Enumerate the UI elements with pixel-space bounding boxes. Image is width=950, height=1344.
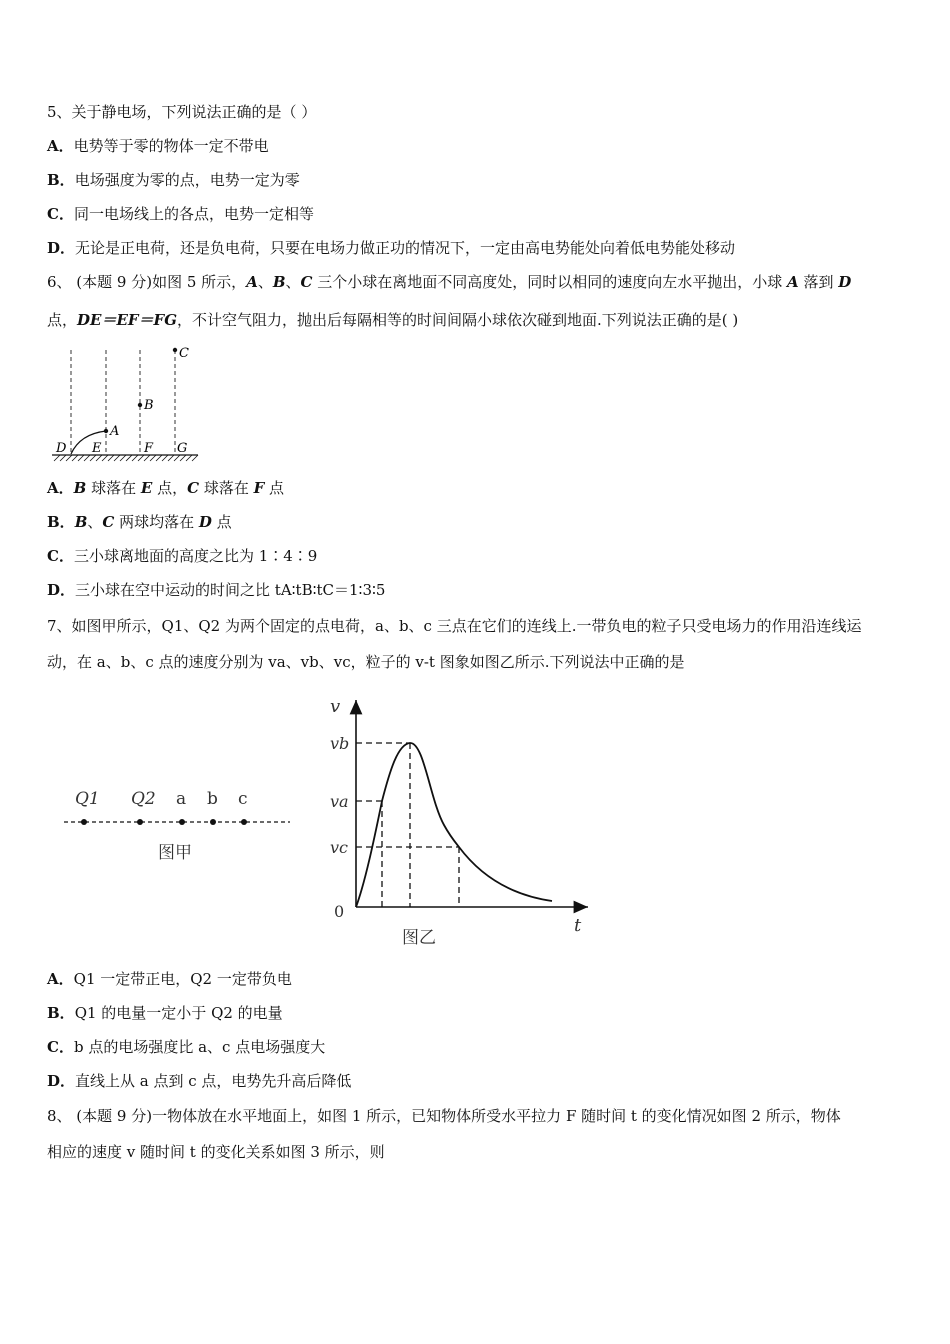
q7-option-b: [47, 1003, 283, 1023]
q5-option-b: [47, 170, 300, 190]
label-a: A: [110, 424, 120, 439]
text: 、: [257, 273, 273, 291]
origin-label: 0: [334, 902, 345, 921]
text: 、: [285, 273, 301, 291]
option-label: D．: [47, 1072, 76, 1090]
text: 点，: [47, 311, 78, 329]
var: A: [787, 273, 799, 291]
text: ，不计空气阻力，抛出后每隔相等的时间间隔小球依次碰到地面.下列说法正确的是( ): [177, 311, 739, 329]
charge-q2-dot: [137, 819, 143, 825]
option-label: D．: [47, 239, 76, 257]
q6-option-c: [47, 546, 317, 566]
var: B: [272, 273, 286, 291]
q7-stem-line1: 7、如图甲所示，Q1、Q2 为两个固定的点电荷，a、b、c 三点在它们的连线上.一带负电的粒子只受电场力的作用沿连线运: [47, 617, 862, 635]
v-t-curve: [356, 743, 552, 907]
option-text: 三小球在空中运动的时间之比 tA∶tB∶tC＝1∶3∶5: [75, 581, 386, 599]
q8-stem-line2: 相应的速度 v 随时间 t 的变化关系如图 3 所示，则: [47, 1143, 385, 1161]
option-label: B．: [47, 171, 75, 189]
option-text: 电势等于零的物体一定不带电: [73, 137, 269, 155]
option-label: B．: [47, 1004, 75, 1022]
option-text: Q1 的电量一定小于 Q2 的电量: [74, 1004, 283, 1022]
var: A: [246, 273, 258, 291]
var: B: [73, 479, 87, 497]
label-q2: Q2: [131, 789, 156, 809]
q5-option-a: [47, 136, 269, 156]
caption-yi: 图乙: [402, 928, 436, 948]
text: 球落在: [86, 479, 141, 497]
option-label: B．: [47, 513, 75, 531]
text: 点: [264, 479, 285, 497]
label-c: C: [179, 346, 189, 361]
text: 落到: [798, 273, 839, 291]
var: E: [140, 479, 153, 497]
label-b: B: [144, 398, 154, 413]
option-text: b 点的电场强度比 a、c 点电场强度大: [73, 1038, 326, 1056]
tick-vb: vb: [330, 734, 350, 753]
ball-c: [173, 348, 177, 352]
label-b: b: [207, 789, 218, 809]
text: 球落在: [199, 479, 254, 497]
option-label: C．: [47, 1038, 74, 1056]
var: C: [102, 513, 115, 531]
var: B: [74, 513, 88, 531]
option-label: A．: [47, 137, 74, 155]
q8-stem-line1: 8、 (本题 9 分)一物体放在水平地面上，如图 1 所示，已知物体所受水平拉力 F 随时间 t 的变化情况如图 2 所示，物体: [47, 1107, 841, 1125]
text: 6、 (本题 9 分)如图 5 所示，: [47, 273, 247, 291]
q7-option-a: [47, 969, 292, 989]
text: 三个小球在离地面不同高度处，同时以相同的速度向左水平抛出，小球: [312, 273, 788, 291]
q5-option-d: [47, 238, 735, 258]
var: D: [198, 513, 212, 531]
option-label: C．: [47, 205, 74, 223]
tick-vc: vc: [330, 838, 348, 857]
caption-jia: 图甲: [158, 843, 192, 863]
option-text: 直线上从 a 点到 c 点，电势先升高后降低: [75, 1072, 352, 1090]
q6-option-b: [47, 512, 232, 532]
var: C: [187, 479, 200, 497]
q6-figure-svg: [50, 342, 202, 464]
option-text: Q1 一定带正电，Q2 一定带负电: [73, 970, 292, 988]
text: 两球均落在: [114, 513, 199, 531]
fig-yi-svg: [320, 690, 605, 952]
point-a-dot: [179, 819, 185, 825]
text: 点，: [152, 479, 188, 497]
q7-figure-jia: [60, 780, 295, 870]
option-label: A．: [47, 970, 74, 988]
q6-option-d: [47, 580, 385, 600]
option-text: 电场强度为零的点，电势一定为零: [74, 171, 300, 189]
text: 点: [211, 513, 232, 531]
q6-stem-line1: [47, 272, 851, 292]
q7-stem-line2: 动，在 a、b、c 点的速度分别为 va、vb、vc，粒子的 v-t 图象如图乙所示.下列说法中正确的是: [47, 653, 685, 671]
q6-figure: [50, 342, 202, 464]
y-axis-label: v: [330, 696, 341, 717]
ball-b: [138, 403, 142, 407]
label-e: E: [92, 441, 102, 456]
label-c: c: [238, 789, 248, 809]
var: DE＝EF＝FG: [77, 311, 177, 329]
ball-a: [104, 429, 108, 433]
option-text: 同一电场线上的各点，电势一定相等: [73, 205, 314, 223]
label-a: a: [176, 789, 187, 809]
fig-jia-svg: [60, 780, 295, 870]
option-text: 无论是正电荷，还是负电荷，只要在电场力做正功的情况下，一定由高电势能处向着低电势能处移动: [75, 239, 736, 257]
var: D: [838, 273, 852, 291]
q7-option-d: [47, 1071, 351, 1091]
q5-stem: 5、关于静电场，下列说法正确的是（ ）: [47, 103, 317, 121]
q7-option-c: [47, 1037, 325, 1057]
q6-option-a: [47, 478, 284, 498]
var: C: [300, 273, 313, 291]
var: F: [253, 479, 265, 497]
q7-figure-yi: [320, 690, 605, 952]
label-q1: Q1: [75, 789, 100, 809]
point-b-dot: [210, 819, 216, 825]
charge-q1-dot: [81, 819, 87, 825]
text: 、: [87, 513, 103, 531]
option-label: C．: [47, 547, 74, 565]
option-label: D．: [47, 581, 76, 599]
tick-va: va: [330, 792, 349, 811]
point-c-dot: [241, 819, 247, 825]
label-d: D: [56, 441, 67, 456]
label-f: F: [144, 441, 154, 456]
q6-stem-line2: [47, 310, 738, 330]
option-text: 三小球离地面的高度之比为 1∶4∶9: [73, 547, 318, 565]
label-g: G: [177, 441, 188, 456]
q5-option-c: [47, 204, 314, 224]
option-label: A．: [47, 479, 74, 497]
x-axis-label: t: [574, 915, 582, 936]
